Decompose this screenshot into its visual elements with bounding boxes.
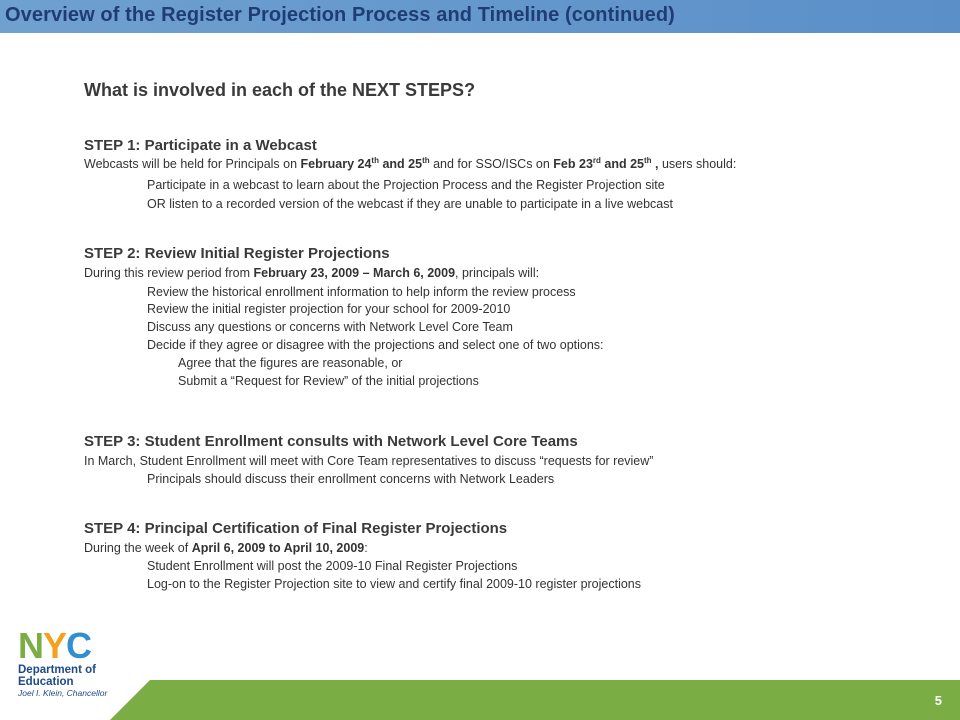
nyc-doe-logo [18, 625, 148, 714]
title-bar [0, 0, 960, 33]
step4-title: STEP 4: Principal Certification of Final Register Projections [84, 520, 508, 537]
step3-intro: In March, Student Enrollment will meet with Core Team representatives to discuss “requests for review” [84, 454, 654, 468]
nyc-logo-letters: NYC [18, 625, 92, 666]
step4-item: Log-on to the Register Projection site to view and certify final 2009-10 register projections [147, 577, 642, 591]
logo-line-2: Education [18, 676, 74, 688]
step2-title: STEP 2: Review Initial Register Projections [84, 245, 390, 262]
step2-subitem: Agree that the figures are reasonable, or [178, 356, 403, 370]
step1-item: Participate in a webcast to learn about the Projection Process and the Register Projection site [147, 178, 665, 192]
step2-item: Decide if they agree or disagree with the projections and select one of two options: [147, 338, 604, 352]
logo-line-3: Joel I. Klein, Chancellor [18, 688, 108, 698]
logo-line-1: Department of [18, 664, 96, 676]
step2-intro: During this review period from February 23, 2009 – March 6, 2009, principals will: [84, 266, 540, 280]
step2-subitem: Submit a “Request for Review” of the initial projections [178, 374, 479, 388]
step4-item: Student Enrollment will post the 2009-10 Final Register Projections [147, 559, 518, 573]
step1-item: OR listen to a recorded version of the webcast if they are unable to participate in a live webcast [147, 197, 673, 211]
slide-title: Overview of the Register Projection Process and Timeline (continued) [5, 4, 675, 26]
step2-item: Review the historical enrollment information to help inform the review process [147, 285, 576, 299]
step4-intro: During the week of April 6, 2009 to April 10, 2009: [84, 541, 368, 555]
step1-title: STEP 1: Participate in a Webcast [84, 137, 317, 154]
page-number: 5 [934, 693, 942, 708]
step2-item: Discuss any questions or concerns with Network Level Core Team [147, 320, 513, 334]
section-heading: What is involved in each of the NEXT STEPS? [84, 80, 476, 100]
step3-item: Principals should discuss their enrollment concerns with Network Leaders [147, 472, 555, 486]
step1-intro: Webcasts will be held for Principals on February 24th and 25th and for SSO/ISCs on Feb 23rd and 25th , users should: [84, 155, 737, 171]
step3-title: STEP 3: Student Enrollment consults with Network Level Core Teams [84, 433, 578, 450]
step2-item: Review the initial register projection for your school for 2009-2010 [147, 302, 511, 316]
